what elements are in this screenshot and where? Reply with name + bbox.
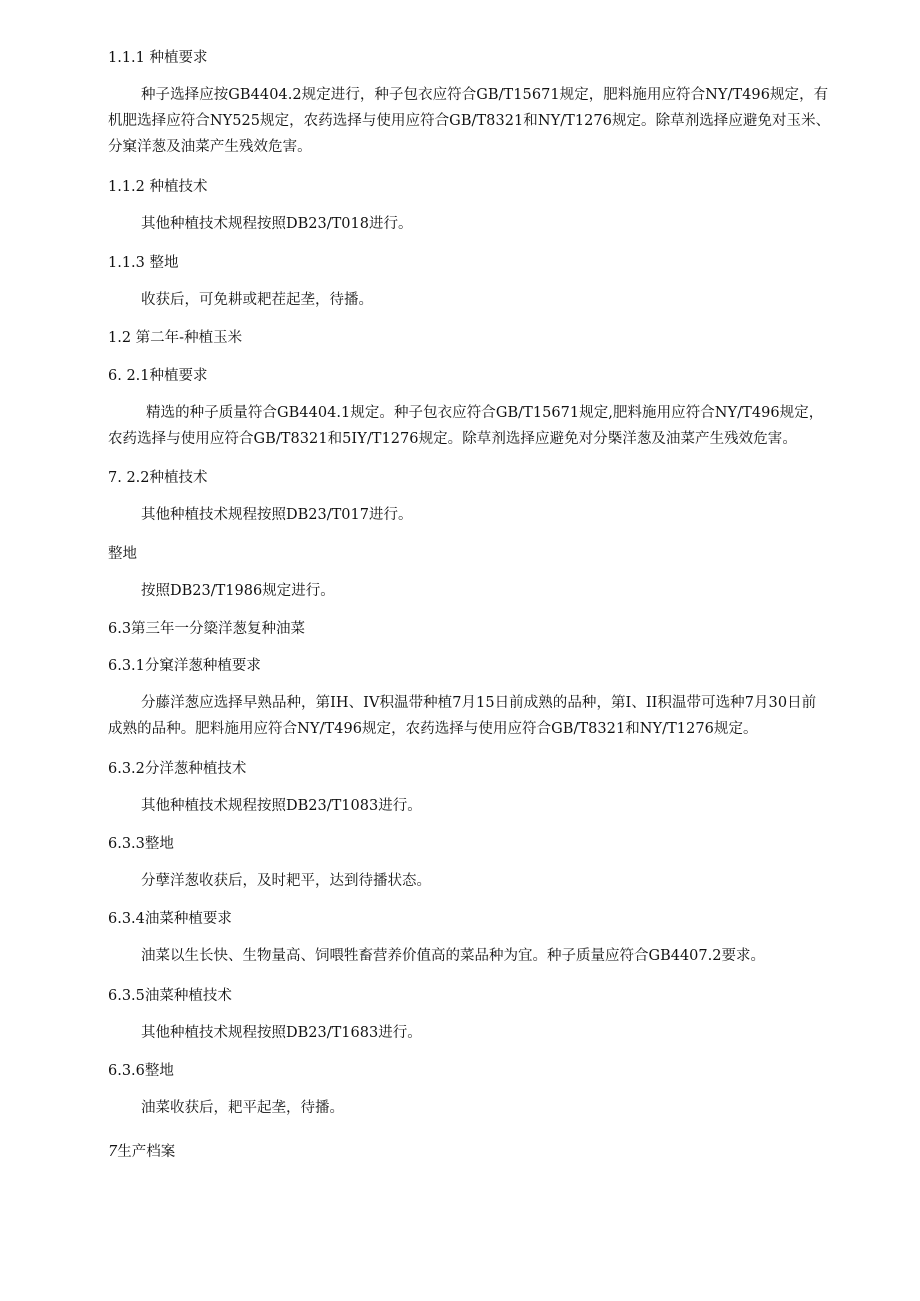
paragraph-zhengdi: 按照DB23/T1986规定进行。 xyxy=(141,583,335,599)
heading-6-3-6: 6.3.6整地 xyxy=(108,1063,174,1079)
paragraph-6-3-4: 油菜以生长快、生物量高、饲喂牲畜营养价值高的菜品种为宜。种子质量应符合GB4407.2要求。 xyxy=(141,948,765,964)
heading-7-text: 生产档案 xyxy=(117,1144,176,1160)
paragraph-6-3-1: 分藤洋葱应选择早熟品种，第IH、IV积温带种植7月15日前成熟的品种，第I、II积温带可选种7月30日前成熟的品种。肥料施用应符合NY/T496规定，农药选择与使用应符合GB/T8321和NY/T1276规定。 xyxy=(108,695,817,737)
paragraph-1-1-3: 收获后，可免耕或耙茬起垄，待播。 xyxy=(141,292,373,308)
paragraph-6-3-5: 其他种植技术规程按照DB23/T1683进行。 xyxy=(141,1025,422,1041)
paragraph-6-2-1: 精选的种子质量符合GB4404.1规定。种子包衣应符合GB/T15671规定,肥料施用应符合NY/T496规定，农药选择与使用应符合GB/T8321和5IY/T1276规定。除草剂选择应避免对分槩洋葱及油菜产生残效危害。 xyxy=(108,405,824,447)
heading-1-1-1: 1.1.1 种植要求 xyxy=(108,50,208,66)
heading-6-3-3: 6.3.3整地 xyxy=(108,836,174,852)
heading-6-3-4: 6.3.4油菜种植要求 xyxy=(108,911,232,927)
heading-6-2-1: 6. 2.1种植要求 xyxy=(108,368,208,384)
heading-zhengdi: 整地 xyxy=(108,546,137,562)
heading-6-3-5: 6.3.5油菜种植技术 xyxy=(108,988,232,1004)
heading-6-3: 6.3第三年一分簗洋葱复种油菜 xyxy=(108,621,306,637)
paragraph-6-3-2: 其他种植技术规程按照DB23/T1083进行。 xyxy=(141,798,422,814)
paragraph-1-1-2: 其他种植技术规程按照DB23/T018进行。 xyxy=(141,216,413,232)
heading-7-number: 7 xyxy=(108,1144,118,1160)
heading-1-2: 1.2 第二年-种植玉米 xyxy=(108,330,243,346)
heading-6-3-2: 6.3.2分洋葱种植技术 xyxy=(108,761,247,777)
paragraph-6-3-6: 油菜收获后，耙平起垄，待播。 xyxy=(141,1100,344,1116)
paragraph-6-3-3: 分孽洋葱收获后，及时耙平，达到待播状态。 xyxy=(141,873,431,889)
heading-7-2-2: 7. 2.2种植技术 xyxy=(108,470,208,486)
paragraph-7-2-2: 其他种植技术规程按照DB23/T017进行。 xyxy=(141,507,413,523)
heading-1-1-3: 1.1.3 整地 xyxy=(108,255,179,271)
heading-7 xyxy=(108,1143,175,1161)
heading-1-1-2: 1.1.2 种植技术 xyxy=(108,179,208,195)
paragraph-1-1-1: 种子选择应按GB4404.2规定进行，种子包衣应符合GB/T15671规定，肥料施用应符合NY/T496规定，有机肥选择应符合NY525规定，农药选择与使用应符合GB/T8321和NY/T1276规定。除草剂选择应避免对玉米、分窠洋葱及油菜产生残效危害。 xyxy=(108,87,831,155)
heading-6-3-1: 6.3.1分窠洋葱种植要求 xyxy=(108,658,261,674)
